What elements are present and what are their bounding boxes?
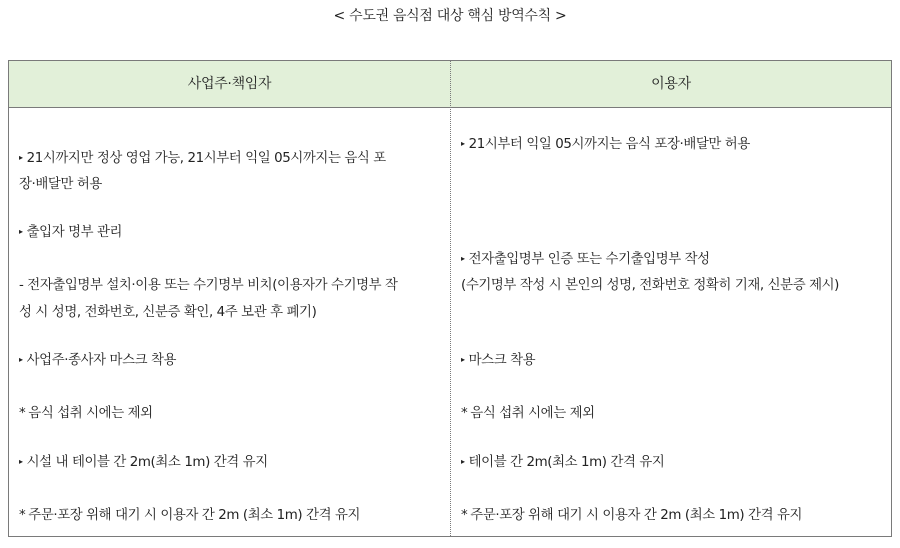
asterisk-icon: * xyxy=(19,406,26,421)
user-table-gap: ▸ 테이블 간 2m(최소 1m) 간격 유지 xyxy=(461,455,665,470)
asterisk-icon: * xyxy=(461,406,468,421)
rules-table xyxy=(8,60,892,537)
owner-roster-detail-1: - 전자출입명부 설치·이용 또는 수기명부 비치(이용자가 수기명부 작 xyxy=(19,278,398,293)
user-queue-gap: * 주문·포장 위해 대기 시 이용자 간 2m (최소 1m) 간격 유지 xyxy=(461,508,803,523)
owner-hours-line-1: ▸ 21시까지만 정상 영업 가능, 21시부터 익일 05시까지는 음식 포 xyxy=(19,151,386,166)
user-mask: ▸ 마스크 착용 xyxy=(461,353,536,368)
bullet-icon: ▸ xyxy=(19,153,23,162)
owner-hours-line-2: 장·배달만 허용 xyxy=(19,177,102,192)
owner-mask-except: * 음식 섭취 시에는 제외 xyxy=(19,406,153,421)
user-roster-detail: (수기명부 작성 시 본인의 성명, 전화번호 정확히 기재, 신분증 제시) xyxy=(461,278,839,293)
bullet-icon: ▸ xyxy=(461,457,465,466)
bullet-icon: ▸ xyxy=(19,457,23,466)
asterisk-icon: * xyxy=(461,508,468,523)
user-roster: ▸ 전자출입명부 인증 또는 수기출입명부 작성 xyxy=(461,252,710,267)
owner-mask: ▸ 사업주·종사자 마스크 착용 xyxy=(19,353,177,368)
bullet-icon: ▸ xyxy=(461,355,465,364)
user-hours: ▸ 21시부터 익일 05시까지는 음식 포장·배달만 허용 xyxy=(461,137,750,152)
asterisk-icon: * xyxy=(19,508,26,523)
bullet-icon: ▸ xyxy=(19,227,23,236)
user-mask-except: * 음식 섭취 시에는 제외 xyxy=(461,406,595,421)
header-user: 이용자 xyxy=(651,76,691,92)
owner-roster: ▸ 출입자 명부 관리 xyxy=(19,225,123,240)
header-owner: 사업주·책임자 xyxy=(187,76,272,92)
bullet-icon: ▸ xyxy=(19,355,23,364)
owner-table-gap: ▸ 시설 내 테이블 간 2m(최소 1m) 간격 유지 xyxy=(19,455,268,470)
owner-queue-gap: * 주문·포장 위해 대기 시 이용자 간 2m (최소 1m) 간격 유지 xyxy=(19,508,361,523)
owner-roster-detail-2: 성 시 성명, 전화번호, 신분증 확인, 4주 보관 후 폐기) xyxy=(19,305,317,320)
page-title: < 수도권 음식점 대상 핵심 방역수칙 > xyxy=(333,8,567,24)
bullet-icon: ▸ xyxy=(461,254,465,263)
bullet-icon: ▸ xyxy=(461,139,465,148)
column-divider xyxy=(450,61,451,536)
